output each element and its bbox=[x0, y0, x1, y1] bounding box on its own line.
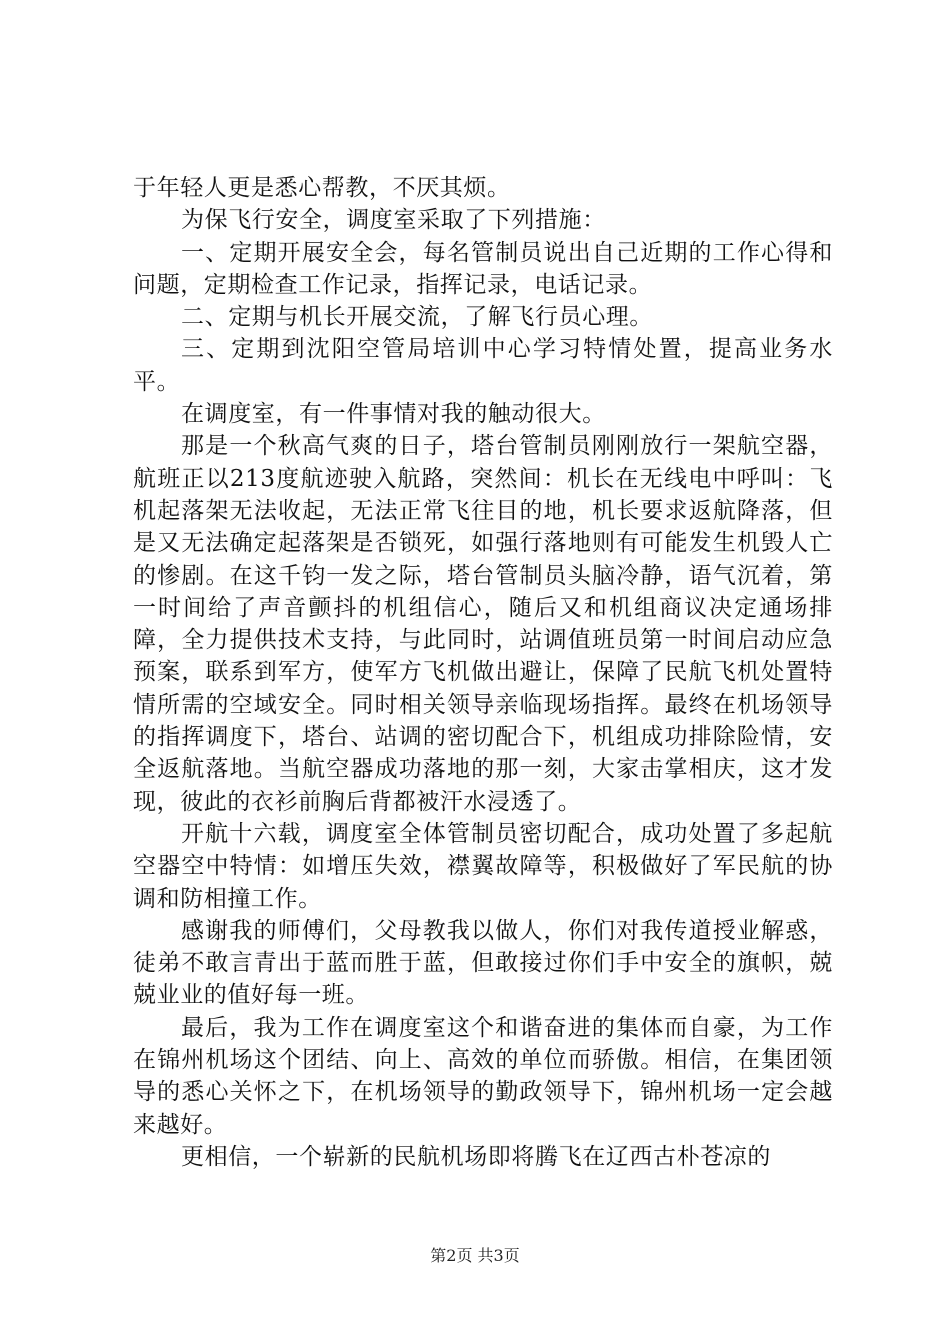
paragraph: 三、定期到沈阳空管局培训中心学习特情处置，提高业务水平。 bbox=[133, 336, 833, 395]
paragraph: 开航十六载，调度室全体管制员密切配合，成功处置了多起航空器空中特情：如增压失效，襟翼故障等，积极做好了军民航的协调和防相撞工作。 bbox=[133, 820, 833, 912]
paragraph: 为保飞行安全，调度室采取了下列措施： bbox=[181, 207, 606, 234]
page-number: 第2页 共3页 bbox=[430, 1246, 520, 1265]
paragraph: 感谢我的师傅们，父母教我以做人，你们对我传道授业解惑，徒弟不敢言青出于蓝而胜于蓝，但敢接过你们手中安全的旗帜，兢兢业业的值好每一班。 bbox=[133, 917, 833, 1009]
paragraph: 那是一个秋高气爽的日子，塔台管制员刚刚放行一架航空器，航班正以213度航迹驶入航路，突然间：机长在无线电中呼叫：飞机起落架无法收起，无法正常飞往目的地，机长要求返航降落，但是又无法确定起落架是否锁死，如强行落地则有可能发生机毁人亡的惨剧。在这千钧一发之际，塔台管制员头脑冷静，语气沉着，第一时间给了声音颤抖的机组信心，随后又和机组商议决定通场排障，全力提供技术支持，与此同时，站调值班员第一时间启动应急预案，联系到军方，使军方飞机做出避让，保障了民航飞机处置特情所需的空域安全。同时相关领导亲临现场指挥。最终在机场领导的指挥调度下，塔台、站调的密切配合下，机组成功排除险情，安全返航落地。当航空器成功落地的那一刻，大家击掌相庆，这才发现，彼此的衣衫前胸后背都被汗水浸透了。 bbox=[133, 433, 833, 815]
paragraph: 在调度室，有一件事情对我的触动很大。 bbox=[181, 401, 606, 428]
document-body bbox=[133, 172, 833, 1173]
paragraph: 于年轻人更是悉心帮教，不厌其烦。 bbox=[133, 175, 511, 201]
paragraph: 一、定期开展安全会，每名管制员说出自己近期的工作心得和问题，定期检查工作记录，指挥记录，电话记录。 bbox=[133, 239, 833, 298]
paragraph: 二、定期与机长开展交流，了解飞行员心理。 bbox=[181, 304, 653, 331]
paragraph: 更相信，一个崭新的民航机场即将腾飞在辽西古朴苍凉的 bbox=[181, 1143, 771, 1170]
paragraph: 最后，我为工作在调度室这个和谐奋进的集体而自豪，为工作在锦州机场这个团结、向上、高效的单位而骄傲。相信，在集团领导的悉心关怀之下，在机场领导的勤政领导下，锦州机场一定会越来越好。 bbox=[133, 1014, 833, 1138]
